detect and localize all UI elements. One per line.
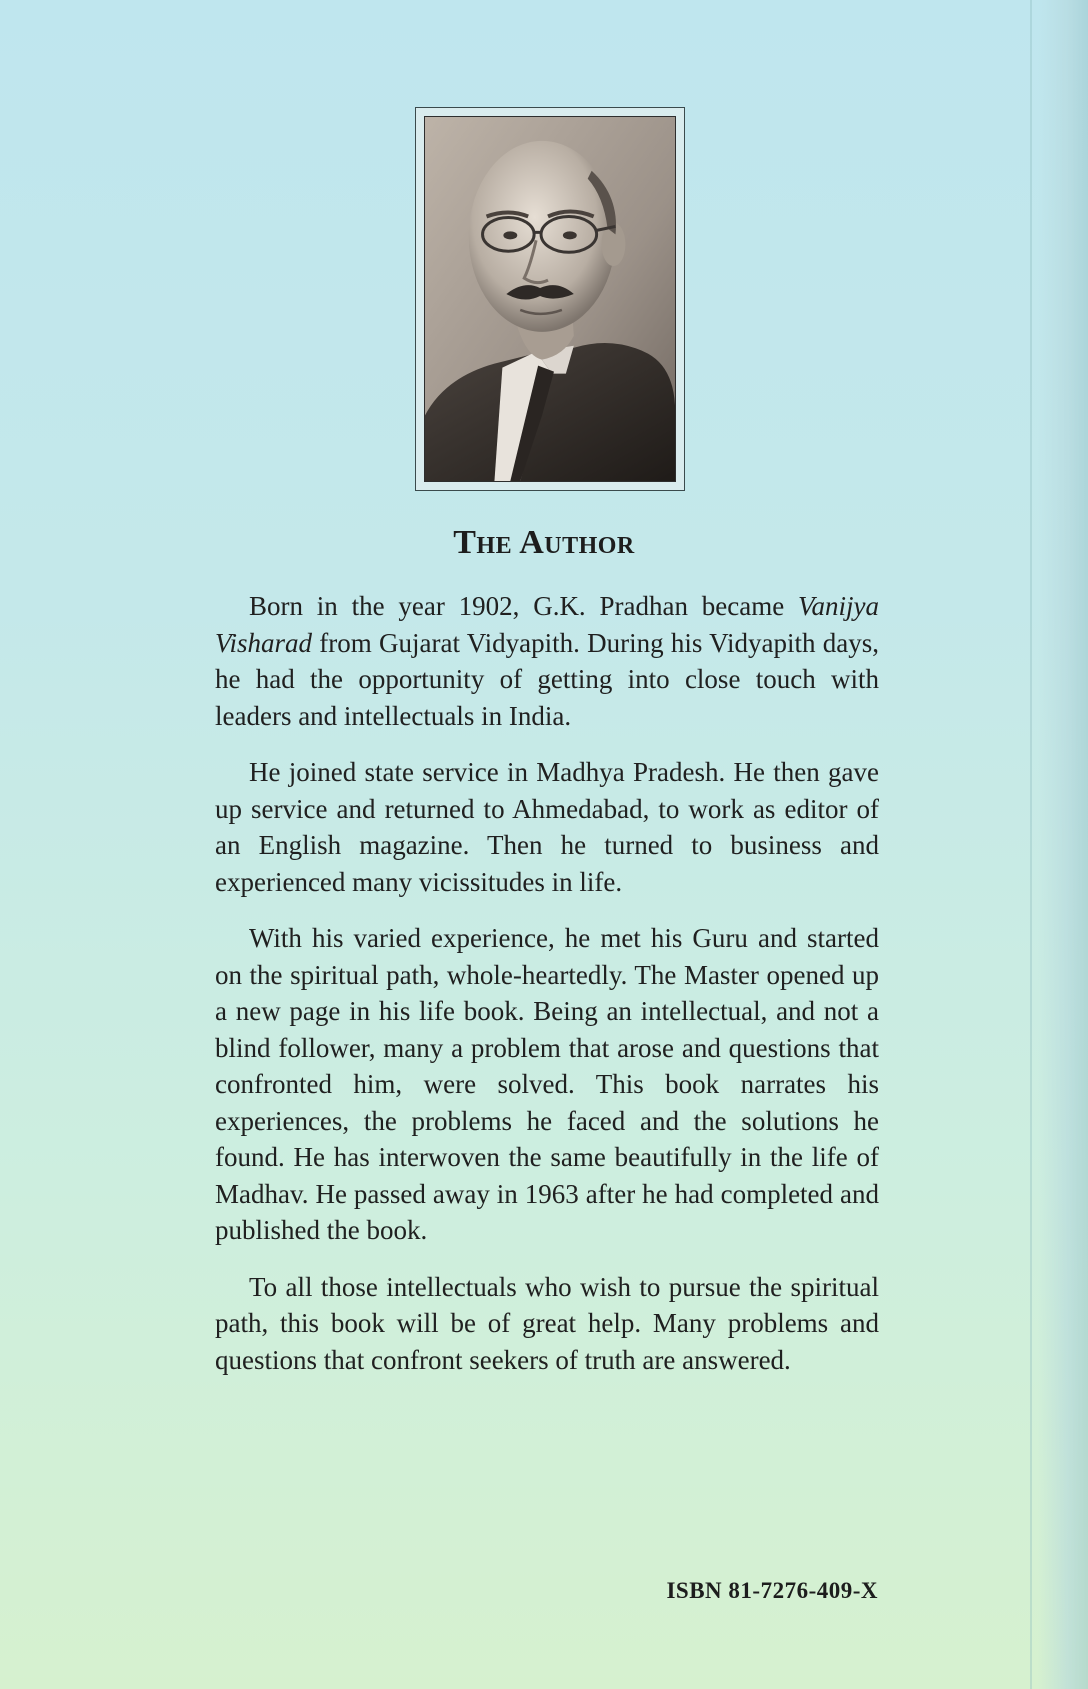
spine-crease (1030, 0, 1032, 1689)
author-photo-frame (415, 107, 685, 491)
spine-edge (1038, 0, 1088, 1689)
bio-paragraph: With his varied experience, he met his Guru and started on the spiritual path, whole-heartedly. The Master opened up a new page in his life book. Being an intellectual, and not a blind follower, many a problem that arose and questions that confronted him, were solved. This book narrates his experiences, the problems he faced and the solutions he found. He has interwoven the same beautifully in the life of Madhav. He passed away in 1963 after he had completed and published the book. (215, 923, 879, 1245)
bio-paragraph: To all those intellectuals who wish to pursue the spiritual path, this book will be of great help. Many problems and questions that confront seekers of truth are answered. (215, 1271, 879, 1375)
bio-paragraph: Born in the year 1902, G.K. Pradhan became Vanijya Visharad from Gujarat Vidyapith. During his Vidyapith days, he had the opportunity of getting into close touch with leaders and intellectuals in India. (215, 591, 879, 731)
author-portrait-image (425, 117, 675, 481)
section-heading: The Author (453, 524, 635, 561)
isbn-number: ISBN 81-7276-409-X (666, 1578, 878, 1603)
bio-paragraph: He joined state service in Madhya Pradesh. He then gave up service and returned to Ahmedabad, to work as editor of an English magazine. Then he turned to business and experienced many vicissitudes in life. (215, 757, 879, 897)
italic-title: Vanijya Visharad (215, 591, 879, 658)
author-biography (215, 588, 879, 1398)
author-photo (424, 116, 676, 482)
